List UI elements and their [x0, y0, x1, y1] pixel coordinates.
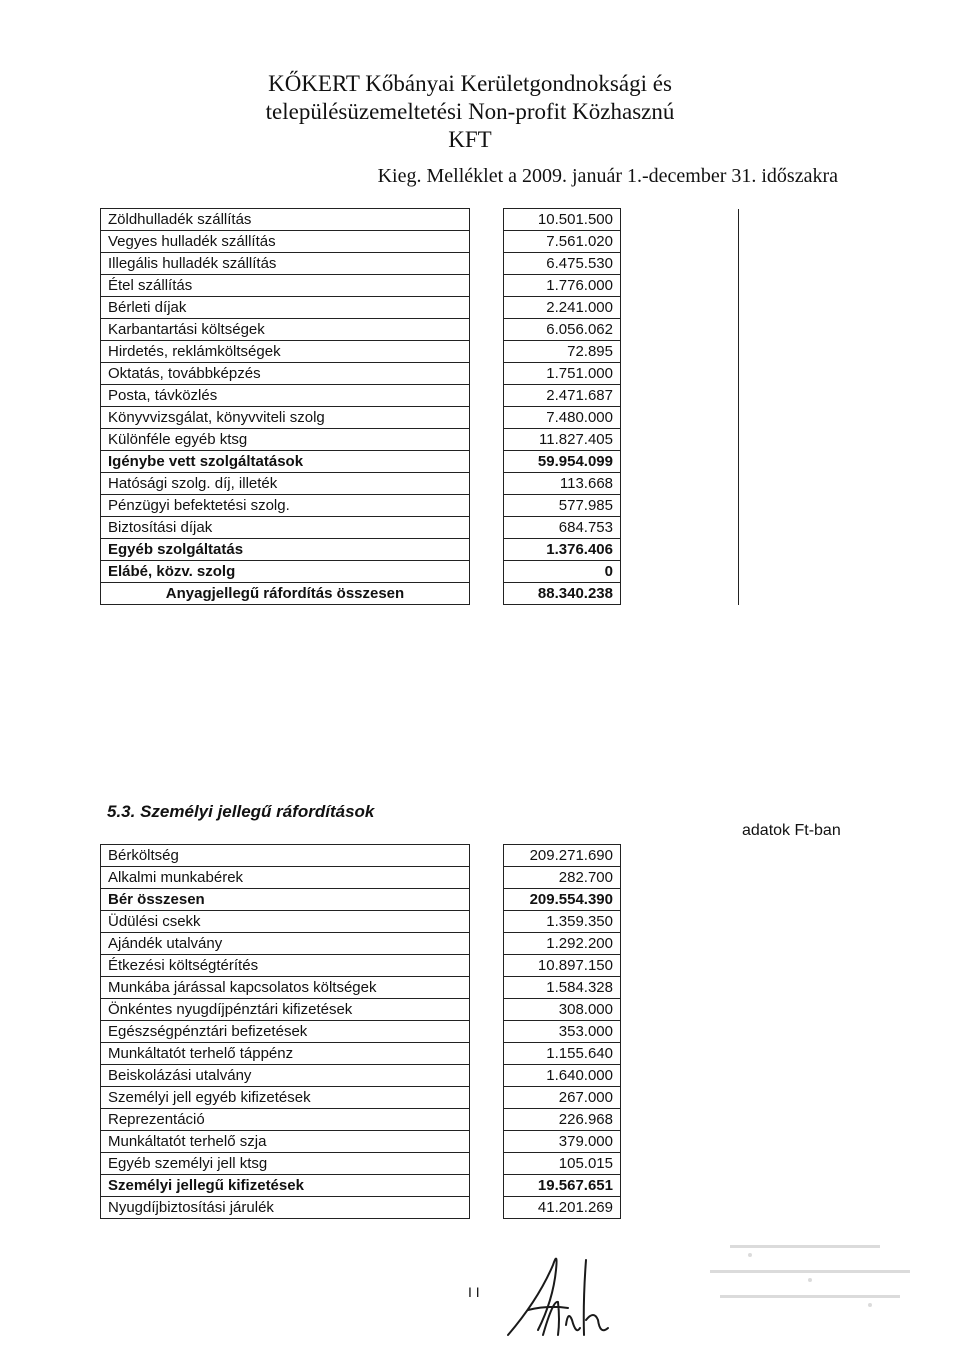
table-row — [101, 385, 739, 407]
empty-cell — [470, 231, 504, 253]
empty-cell — [621, 473, 739, 495]
row-value: 684.753 — [504, 517, 621, 539]
empty-cell — [621, 561, 739, 583]
row-label: Bérköltség — [101, 845, 470, 867]
empty-cell — [470, 1175, 504, 1197]
empty-cell — [470, 583, 504, 605]
empty-cell — [470, 341, 504, 363]
row-value: 19.567.651 — [504, 1175, 621, 1197]
page-mark: I I — [468, 1284, 480, 1300]
row-value: 1.376.406 — [504, 539, 621, 561]
table-row — [101, 429, 739, 451]
document-title — [150, 70, 790, 154]
table-row — [101, 889, 621, 911]
row-value: 10.897.150 — [504, 955, 621, 977]
empty-cell — [470, 889, 504, 911]
empty-cell — [621, 407, 739, 429]
empty-cell — [470, 933, 504, 955]
empty-cell — [621, 341, 739, 363]
table-row — [101, 845, 621, 867]
empty-cell — [470, 1109, 504, 1131]
table-row — [101, 1065, 621, 1087]
personnel-expenses-table — [100, 844, 621, 1219]
row-value: 1.155.640 — [504, 1043, 621, 1065]
empty-cell — [470, 1153, 504, 1175]
row-value: 88.340.238 — [504, 583, 621, 605]
empty-cell — [470, 1043, 504, 1065]
row-label: Munkába járással kapcsolatos költségek — [101, 977, 470, 999]
row-value: 105.015 — [504, 1153, 621, 1175]
table-row — [101, 955, 621, 977]
empty-cell — [621, 231, 739, 253]
row-label: Hatósági szolg. díj, illeték — [101, 473, 470, 495]
row-value: 267.000 — [504, 1087, 621, 1109]
table-row — [101, 1153, 621, 1175]
table-row — [101, 911, 621, 933]
table-row — [101, 583, 739, 605]
table-row — [101, 275, 739, 297]
empty-cell — [470, 561, 504, 583]
empty-cell — [470, 955, 504, 977]
empty-cell — [470, 867, 504, 889]
table-row — [101, 1021, 621, 1043]
table-row — [101, 999, 621, 1021]
row-value: 379.000 — [504, 1131, 621, 1153]
empty-cell — [470, 539, 504, 561]
table-row — [101, 977, 621, 999]
empty-cell — [470, 1131, 504, 1153]
row-label: Személyi jellegű kifizetések — [101, 1175, 470, 1197]
table-row — [101, 297, 739, 319]
document-subtitle: Kieg. Melléklet a 2009. január 1.-december 31. időszakra — [377, 165, 838, 187]
row-value: 0 — [504, 561, 621, 583]
empty-cell — [470, 363, 504, 385]
row-value: 7.480.000 — [504, 407, 621, 429]
empty-cell — [621, 429, 739, 451]
row-label: Beiskolázási utalvány — [101, 1065, 470, 1087]
row-label: Elábé, közv. szolg — [101, 561, 470, 583]
empty-cell — [470, 319, 504, 341]
row-value: 353.000 — [504, 1021, 621, 1043]
faded-stamp — [690, 1225, 930, 1345]
empty-cell — [621, 275, 739, 297]
row-label: Egészségpénztári befizetések — [101, 1021, 470, 1043]
table-row — [101, 451, 739, 473]
table-row — [101, 495, 739, 517]
section-title: 5.3. Személyi jellegű ráfordítások — [107, 802, 375, 821]
material-expenses-table — [100, 208, 739, 605]
row-value: 11.827.405 — [504, 429, 621, 451]
empty-cell — [470, 407, 504, 429]
row-label: Egyéb szolgáltatás — [101, 539, 470, 561]
signature — [498, 1240, 628, 1350]
table-row — [101, 561, 739, 583]
row-value: 72.895 — [504, 341, 621, 363]
row-label: Munkáltatót terhelő szja — [101, 1131, 470, 1153]
empty-cell — [470, 1087, 504, 1109]
empty-cell — [470, 297, 504, 319]
row-label: Biztosítási díjak — [101, 517, 470, 539]
empty-cell — [470, 1021, 504, 1043]
row-value: 1.640.000 — [504, 1065, 621, 1087]
row-label: Igénybe vett szolgáltatások — [101, 451, 470, 473]
empty-cell — [621, 209, 739, 231]
title-line-2: településüzemeltetési Non-profit Közhasznú — [265, 99, 675, 124]
title-line-1: KŐKERT Kőbányai Kerületgondnoksági és — [268, 71, 672, 96]
table-row — [101, 319, 739, 341]
table-row — [101, 933, 621, 955]
row-label: Munkáltatót terhelő táppénz — [101, 1043, 470, 1065]
row-label: Egyéb személyi jell ktsg — [101, 1153, 470, 1175]
title-line-3: KFT — [448, 127, 492, 152]
table-row — [101, 253, 739, 275]
table-row — [101, 231, 739, 253]
table-row — [101, 1109, 621, 1131]
row-label: Hirdetés, reklámköltségek — [101, 341, 470, 363]
row-label: Illegális hulladék szállítás — [101, 253, 470, 275]
empty-cell — [621, 539, 739, 561]
empty-cell — [621, 253, 739, 275]
table-row — [101, 341, 739, 363]
row-value: 59.954.099 — [504, 451, 621, 473]
row-value: 113.668 — [504, 473, 621, 495]
empty-cell — [621, 517, 739, 539]
row-value: 10.501.500 — [504, 209, 621, 231]
table-row — [101, 209, 739, 231]
row-value: 282.700 — [504, 867, 621, 889]
row-label: Vegyes hulladék szállítás — [101, 231, 470, 253]
row-label: Zöldhulladék szállítás — [101, 209, 470, 231]
row-label: Bérleti díjak — [101, 297, 470, 319]
empty-cell — [470, 473, 504, 495]
empty-cell — [470, 845, 504, 867]
units-note: adatok Ft-ban — [742, 822, 841, 839]
row-value: 1.292.200 — [504, 933, 621, 955]
row-value: 41.201.269 — [504, 1197, 621, 1219]
empty-cell — [470, 977, 504, 999]
empty-cell — [621, 297, 739, 319]
empty-cell — [470, 495, 504, 517]
empty-cell — [470, 1197, 504, 1219]
table-row — [101, 1197, 621, 1219]
row-label: Étkezési költségtérítés — [101, 955, 470, 977]
empty-cell — [470, 1065, 504, 1087]
row-label: Üdülési csekk — [101, 911, 470, 933]
row-value: 577.985 — [504, 495, 621, 517]
row-value: 1.584.328 — [504, 977, 621, 999]
row-label: Különféle egyéb ktsg — [101, 429, 470, 451]
empty-cell — [470, 451, 504, 473]
table-row — [101, 539, 739, 561]
empty-cell — [621, 363, 739, 385]
row-label: Pénzügyi befektetési szolg. — [101, 495, 470, 517]
row-value: 209.554.390 — [504, 889, 621, 911]
table-row — [101, 473, 739, 495]
empty-cell — [621, 385, 739, 407]
row-value: 308.000 — [504, 999, 621, 1021]
table-row — [101, 1087, 621, 1109]
empty-cell — [470, 275, 504, 297]
row-label: Posta, távközlés — [101, 385, 470, 407]
table-row — [101, 407, 739, 429]
row-label: Személyi jell egyéb kifizetések — [101, 1087, 470, 1109]
row-value: 209.271.690 — [504, 845, 621, 867]
row-label: Oktatás, továbbképzés — [101, 363, 470, 385]
row-label: Könyvvizsgálat, könyvviteli szolg — [101, 407, 470, 429]
table-row — [101, 363, 739, 385]
empty-cell — [621, 451, 739, 473]
row-value: 6.475.530 — [504, 253, 621, 275]
empty-cell — [470, 253, 504, 275]
empty-cell — [470, 999, 504, 1021]
row-label: Önkéntes nyugdíjpénztári kifizetések — [101, 999, 470, 1021]
row-label: Reprezentáció — [101, 1109, 470, 1131]
empty-cell — [621, 495, 739, 517]
table-row — [101, 1131, 621, 1153]
row-label: Nyugdíjbiztosítási járulék — [101, 1197, 470, 1219]
row-label: Étel szállítás — [101, 275, 470, 297]
row-label: Anyagjellegű ráfordítás összesen — [101, 583, 470, 605]
empty-cell — [470, 385, 504, 407]
empty-cell — [621, 319, 739, 341]
empty-cell — [470, 517, 504, 539]
row-value: 2.471.687 — [504, 385, 621, 407]
row-value: 1.776.000 — [504, 275, 621, 297]
row-value: 2.241.000 — [504, 297, 621, 319]
row-value: 1.359.350 — [504, 911, 621, 933]
row-value: 6.056.062 — [504, 319, 621, 341]
table-row — [101, 867, 621, 889]
row-value: 226.968 — [504, 1109, 621, 1131]
row-label: Karbantartási költségek — [101, 319, 470, 341]
row-value: 7.561.020 — [504, 231, 621, 253]
row-label: Bér összesen — [101, 889, 470, 911]
row-label: Ajándék utalvány — [101, 933, 470, 955]
empty-cell — [470, 911, 504, 933]
row-value: 1.751.000 — [504, 363, 621, 385]
empty-cell — [470, 429, 504, 451]
empty-cell — [621, 583, 739, 605]
row-label: Alkalmi munkabérek — [101, 867, 470, 889]
table-row — [101, 1175, 621, 1197]
table-row — [101, 517, 739, 539]
empty-cell — [470, 209, 504, 231]
table-row — [101, 1043, 621, 1065]
